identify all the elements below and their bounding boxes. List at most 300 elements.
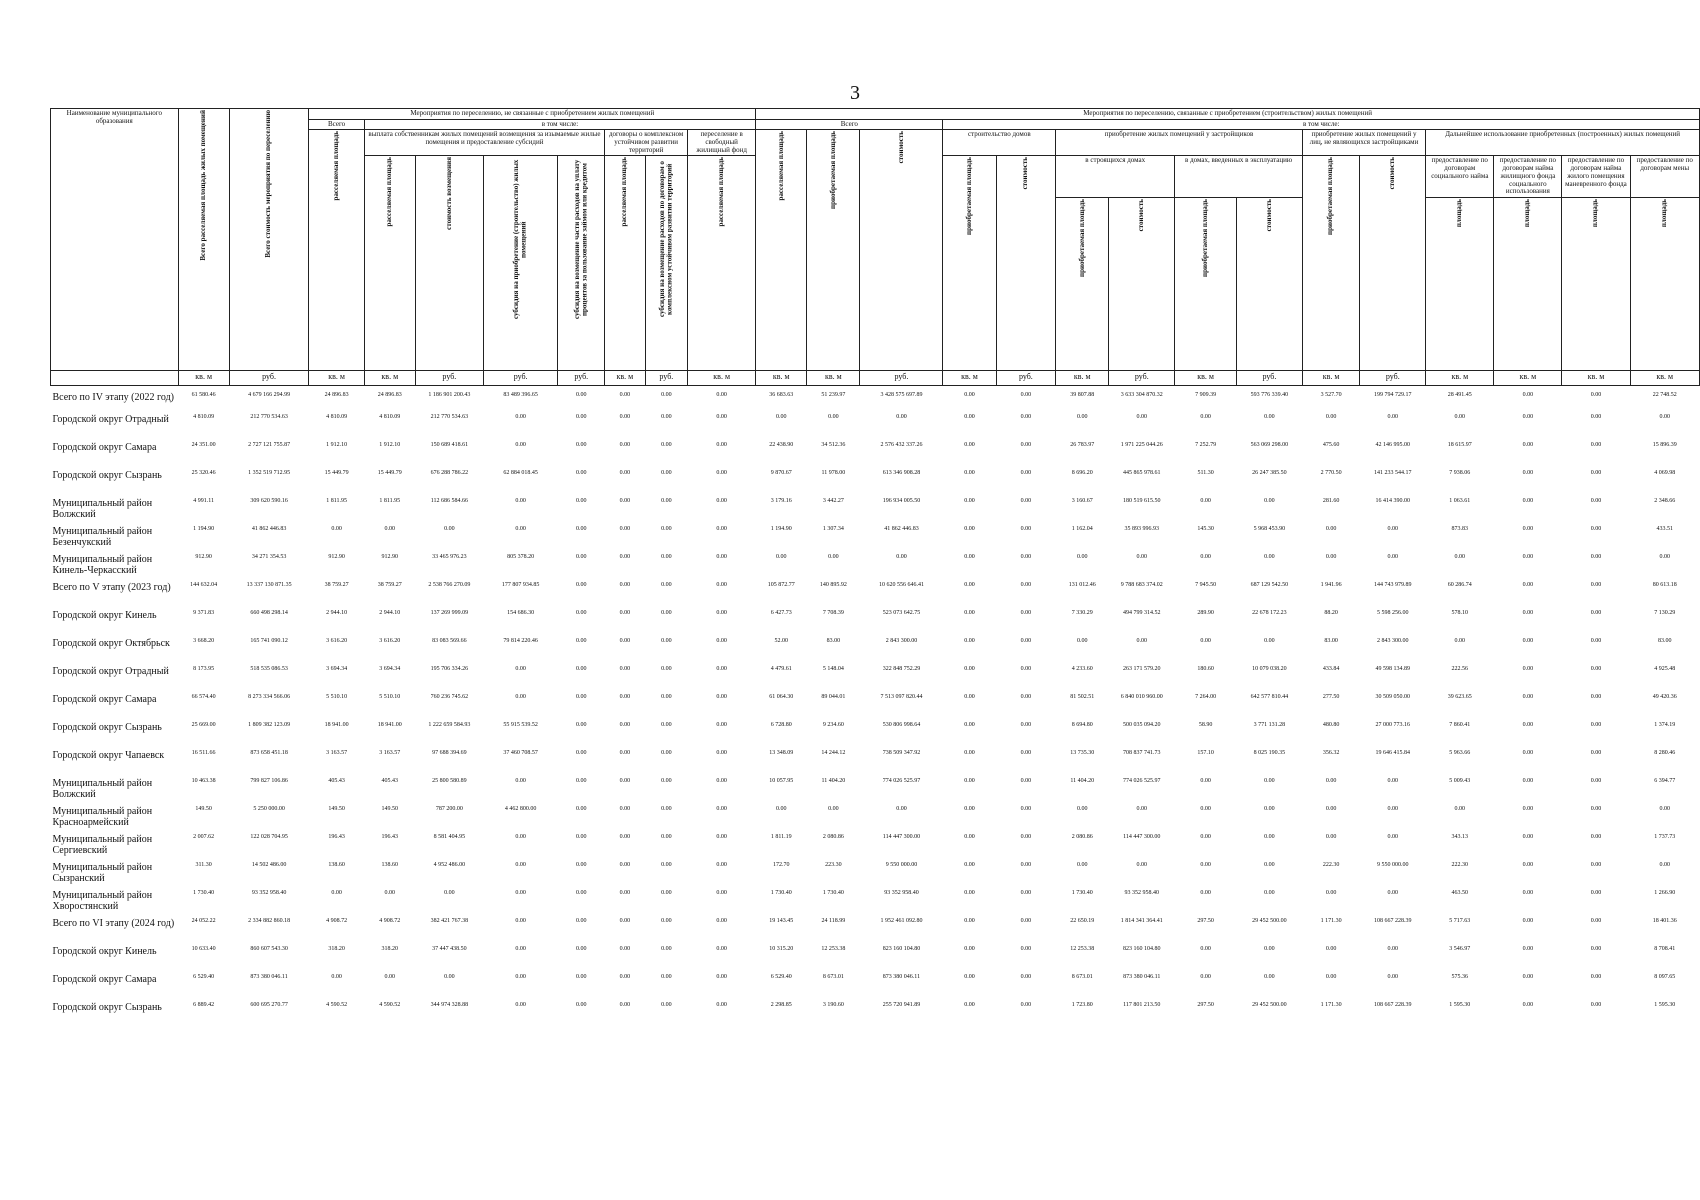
row-value: 500 035 094.20 (1123, 722, 1161, 729)
row-value: 5 510.10 (326, 694, 348, 701)
row-value: 0.00 (619, 694, 631, 701)
table-row (51, 553, 1700, 581)
row-value: 6 889.42 (193, 1002, 215, 1009)
row-value: 0.00 (1522, 470, 1534, 477)
row-value: 0.00 (1590, 834, 1602, 841)
header-col-12: приобретаемая площадь (807, 130, 860, 371)
row-value: 177 807 934.85 (501, 582, 540, 589)
row-value: 600 695 270.77 (250, 1002, 288, 1009)
row-name: Муниципальный район Сергиевский (52, 834, 153, 857)
table-row (51, 861, 1700, 889)
row-value: 660 498 298.14 (250, 610, 288, 617)
row-value: 0.00 (1659, 862, 1670, 869)
row-value: 0.00 (1590, 498, 1602, 505)
row-value: 0.00 (661, 722, 672, 729)
row-value: 0.00 (1264, 498, 1275, 505)
row-value: 0.00 (1200, 974, 1211, 981)
table-row (51, 1001, 1700, 1029)
row-value: 3 442.27 (822, 498, 844, 505)
row-value: 0.00 (964, 1002, 975, 1009)
row-value: 49 598 134.89 (1375, 666, 1411, 673)
row-value: 0.00 (1325, 414, 1337, 421)
row-value: 0.00 (1590, 918, 1602, 925)
row-value: 0.00 (515, 666, 526, 673)
row-value: 83.00 (1324, 638, 1338, 645)
row-value: 8 696.20 (1071, 470, 1093, 477)
row-value: 5 968 453.90 (1253, 526, 1286, 533)
row-value: 2 843 300.00 (1377, 638, 1409, 645)
row-value: 1 186 901 200.43 (428, 391, 471, 398)
row-value: 4 991.11 (193, 498, 215, 505)
row-value: 1 811.95 (379, 498, 401, 505)
row-value: 0.00 (331, 526, 342, 533)
header-col-5: стоимость возмещения (415, 156, 483, 370)
row-value: 0.00 (964, 666, 975, 673)
row-value: 0.00 (1020, 974, 1032, 981)
row-name: Муниципальный район Волжский (52, 778, 153, 801)
row-value: 0.00 (1522, 498, 1534, 505)
row-name: Городской округ Самара (52, 694, 157, 706)
row-name: Городской округ Сызрань (52, 1002, 162, 1014)
row-value: 97 688 394.69 (432, 750, 467, 757)
row-value: 7 330.29 (1071, 610, 1093, 617)
row-value: 2 944.10 (379, 610, 401, 617)
row-value: 24 896.83 (377, 391, 402, 398)
row-name: Городской округ Кинель (52, 610, 157, 622)
row-value: 0.00 (1590, 391, 1602, 398)
row-value: 0.00 (716, 974, 727, 981)
row-value: 1 723.80 (1071, 1002, 1093, 1009)
row-value: 6 529.40 (770, 974, 792, 981)
row-name: Городской округ Сызрань (52, 470, 162, 482)
row-value: 318.20 (381, 946, 399, 953)
row-value: 0.00 (1020, 862, 1032, 869)
row-value: 0.00 (1522, 391, 1534, 398)
row-value: 873 658 451.18 (250, 750, 288, 757)
row-value: 27 000 773.16 (1375, 722, 1411, 729)
row-value: 0.00 (515, 918, 526, 925)
row-value: 149.50 (328, 806, 345, 813)
header-dogovory: договоры о комплексном устойчивом развитии территорий (605, 130, 688, 156)
row-value: 0.00 (1454, 554, 1466, 561)
row-value: 18 615.97 (1447, 442, 1472, 449)
row-value: 3 163.57 (379, 750, 401, 757)
row-value: 0.00 (661, 554, 672, 561)
row-value: 0.00 (1590, 722, 1602, 729)
row-value: 0.00 (575, 526, 587, 533)
row-value: 873 380 046.11 (1123, 974, 1161, 981)
row-value: 0.00 (1522, 722, 1534, 729)
row-value: 0.00 (1325, 974, 1337, 981)
row-value: 0.00 (515, 498, 526, 505)
row-value: 117 801 213.50 (1123, 1002, 1161, 1009)
row-value: 6 529.40 (193, 974, 215, 981)
row-value: 3 428 575 697.89 (880, 391, 923, 398)
row-value: 0.00 (716, 806, 727, 813)
unit-cell: кв. м (756, 370, 807, 385)
row-value: 22 650.19 (1070, 918, 1095, 925)
unit-cell: кв. м (943, 370, 996, 385)
table-row (51, 945, 1700, 973)
row-name: Городской округ Самара (52, 974, 157, 986)
row-value: 0.00 (1020, 582, 1032, 589)
unit-cell: кв. м (309, 370, 364, 385)
row-value: 0.00 (1264, 414, 1275, 421)
row-value: 0.00 (1325, 554, 1337, 561)
row-value: 3 771 131.28 (1253, 722, 1286, 729)
row-value: 199 794 729.17 (1374, 391, 1412, 398)
row-value: 11 404.20 (821, 778, 846, 785)
row-value: 322 848 752.29 (882, 666, 921, 673)
row-value: 58.90 (1198, 722, 1213, 729)
row-value: 0.00 (1522, 666, 1534, 673)
row-value: 774 026 525.97 (882, 778, 921, 785)
header-col-18: приобретаемая площадь (1175, 197, 1237, 370)
row-value: 41 862 446.83 (884, 526, 919, 533)
row-value: 0.00 (661, 666, 672, 673)
row-value: 0.00 (716, 750, 727, 757)
row-value: 154 686.30 (507, 610, 535, 617)
row-value: 0.00 (896, 806, 907, 813)
row-value: 0.00 (716, 610, 727, 617)
unit-cell: кв. м (807, 370, 860, 385)
header-col-22: площадь (1426, 197, 1494, 370)
row-value: 26 783.97 (1070, 442, 1095, 449)
row-value: 0.00 (1020, 890, 1032, 897)
row-value: 0.00 (1590, 526, 1602, 533)
row-value: 36 683.63 (769, 391, 794, 398)
row-value: 0.00 (964, 890, 975, 897)
row-value: 0.00 (1590, 666, 1602, 673)
row-value: 5 148.04 (822, 666, 844, 673)
row-value: 4 462 800.00 (504, 806, 537, 813)
row-value: 0.00 (1522, 582, 1534, 589)
row-value: 9 550 000.00 (885, 862, 918, 869)
header-col-14: приобретаемая площадь (943, 156, 996, 370)
row-value: 3 633 304 870.32 (1120, 391, 1163, 398)
row-value: 2 944.10 (326, 610, 348, 617)
row-value: 83 489 396.65 (503, 391, 538, 398)
row-value: 0.00 (1590, 694, 1602, 701)
unit-cell: руб. (1236, 370, 1302, 385)
row-value: 0.00 (716, 638, 727, 645)
row-value: 0.00 (1325, 834, 1337, 841)
row-value: 0.00 (964, 750, 975, 757)
row-value: 5 717.63 (1449, 918, 1471, 925)
page-number: 3 (850, 82, 860, 104)
row-value: 0.00 (1200, 806, 1211, 813)
row-value: 0.00 (1200, 890, 1211, 897)
row-value: 0.00 (964, 610, 975, 617)
table-row (51, 637, 1700, 665)
row-value: 2 007.62 (193, 834, 215, 841)
row-value: 0.00 (1590, 582, 1602, 589)
row-value: 37 460 708.57 (503, 750, 538, 757)
row-value: 0.00 (1522, 694, 1534, 701)
header-col-19: стоимость (1236, 197, 1302, 370)
row-value: 0.00 (964, 638, 975, 645)
row-value: 165 741 090.12 (250, 638, 288, 645)
row-value: 5 598 256.00 (1377, 610, 1409, 617)
unit-cell: руб. (229, 370, 309, 385)
unit-cell: кв. м (1175, 370, 1237, 385)
row-value: 0.00 (1522, 638, 1534, 645)
row-value: 0.00 (661, 470, 672, 477)
row-name: Муниципальный район Красноармейский (52, 806, 153, 829)
row-value: 0.00 (1020, 414, 1032, 421)
row-value: 13 337 130 871.35 (246, 582, 292, 589)
row-value: 0.00 (619, 666, 631, 673)
row-value: 0.00 (575, 722, 587, 729)
row-value: 0.00 (1590, 778, 1602, 785)
row-value: 0.00 (1659, 806, 1670, 813)
row-value: 14 502 486.00 (251, 862, 287, 869)
row-value: 0.00 (716, 778, 727, 785)
row-name: Муниципальный район Волжский (52, 498, 153, 521)
row-value: 122 028 704.95 (250, 834, 288, 841)
row-value: 0.00 (776, 806, 787, 813)
header-dalneishee: Дальнейшее использование приобретенных (построенных) жилых помещений (1426, 130, 1700, 156)
row-value: 60 286.74 (1447, 582, 1472, 589)
row-value: 0.00 (619, 834, 631, 841)
row-value: 33 465 976.23 (432, 554, 467, 561)
row-value: 4 479.61 (770, 666, 792, 673)
row-value: 16 414 390.00 (1375, 498, 1411, 505)
row-value: 0.00 (828, 554, 839, 561)
row-value: 0.00 (1020, 610, 1032, 617)
row-value: 0.00 (1020, 554, 1032, 561)
row-value: 0.00 (1264, 778, 1275, 785)
row-value: 0.00 (1522, 806, 1534, 813)
row-value: 62 884 018.45 (503, 470, 538, 477)
row-value: 14 244.12 (821, 750, 846, 757)
row-value: 3 179.16 (770, 498, 792, 505)
row-value: 0.00 (1020, 722, 1032, 729)
row-value: 0.00 (964, 806, 975, 813)
row-value: 7 130.29 (1654, 610, 1676, 617)
row-value: 0.00 (575, 750, 587, 757)
row-value: 6 728.80 (770, 722, 792, 729)
row-value: 6 427.73 (770, 610, 792, 617)
header-col-25: площадь (1630, 197, 1700, 370)
row-value: 1 374.19 (1654, 722, 1676, 729)
row-value: 0.00 (964, 442, 975, 449)
header-col-8: расселяемая площадь (605, 156, 645, 370)
row-value: 15 896.39 (1652, 442, 1677, 449)
row-value: 1 912.10 (379, 442, 401, 449)
row-value: 7 708.39 (822, 610, 844, 617)
row-value: 0.00 (619, 750, 631, 757)
row-value: 93 352 958.40 (884, 890, 919, 897)
row-value: 41 862 446.83 (251, 526, 287, 533)
row-value: 81 502.51 (1070, 694, 1095, 701)
header-group-acquire: Мероприятия по переселению, связанные с приобретением (строительством) жилых помещений (756, 109, 1700, 120)
row-value: 1 162.04 (1071, 526, 1093, 533)
row-value: 114 447 300.00 (1123, 834, 1161, 841)
row-value: 24 118.99 (821, 918, 846, 925)
row-value: 289.90 (1197, 610, 1214, 617)
row-value: 22 748.52 (1652, 391, 1677, 398)
row-value: 0.00 (661, 834, 672, 841)
row-value: 9 870.67 (770, 470, 792, 477)
row-value: 0.00 (1325, 778, 1337, 785)
row-value: 4 925.48 (1654, 666, 1676, 673)
row-value: 0.00 (964, 946, 975, 953)
row-value: 7 938.06 (1449, 470, 1471, 477)
row-value: 0.00 (1136, 638, 1148, 645)
header-priobr-lic: приобретение жилых помещений у лиц, не являющихся застройщиками (1302, 130, 1425, 156)
row-value: 0.00 (384, 526, 396, 533)
row-value: 0.00 (1020, 638, 1032, 645)
row-value: 823 160 104.80 (882, 946, 921, 953)
row-value: 2 080.86 (1071, 834, 1093, 841)
row-value: 0.00 (964, 498, 975, 505)
header-pred-meny: предоставление по договорам мены (1630, 156, 1700, 197)
table-row (51, 469, 1700, 497)
row-value: 212 770 534.63 (250, 414, 288, 421)
row-value: 3 160.67 (1071, 498, 1093, 505)
row-value: 3 668.20 (193, 638, 215, 645)
row-value: 7 252.79 (1195, 442, 1217, 449)
row-value: 149.50 (195, 806, 212, 813)
row-value: 6 394.77 (1654, 778, 1676, 785)
row-value: 4 908.72 (379, 918, 401, 925)
row-value: 0.00 (1200, 946, 1211, 953)
row-value: 25 669.00 (191, 722, 216, 729)
row-value: 212 770 534.63 (430, 414, 469, 421)
row-value: 0.00 (1020, 470, 1032, 477)
row-value: 18 941.00 (377, 722, 402, 729)
row-value: 222.30 (1451, 862, 1469, 869)
row-value: 3 163.57 (326, 750, 348, 757)
row-value: 0.00 (619, 526, 631, 533)
row-value: 0.00 (515, 1002, 526, 1009)
row-value: 1 352 519 712.95 (248, 470, 291, 477)
row-value: 49 420.36 (1652, 694, 1677, 701)
row-value: 912.90 (195, 554, 212, 561)
row-value: 0.00 (1020, 442, 1032, 449)
row-value: 3 527.70 (1320, 391, 1342, 398)
row-value: 0.00 (1200, 862, 1211, 869)
row-value: 0.00 (1659, 414, 1670, 421)
row-value: 0.00 (331, 890, 342, 897)
table-row (51, 525, 1700, 553)
row-value: 61 064.30 (769, 694, 794, 701)
table-row (51, 693, 1700, 721)
row-value: 0.00 (1325, 806, 1337, 813)
row-value: 4 810.09 (193, 414, 215, 421)
row-value: 1 730.40 (822, 890, 844, 897)
header-v-tom-chisle-2: в том числе: (943, 119, 1700, 130)
row-value: 0.00 (716, 890, 727, 897)
row-value: 0.00 (575, 666, 587, 673)
row-value: 108 667 228.39 (1374, 918, 1412, 925)
unit-cell: руб. (996, 370, 1056, 385)
row-value: 5 510.10 (379, 694, 401, 701)
row-value: 0.00 (661, 526, 672, 533)
table-row (51, 497, 1700, 525)
row-value: 144 743 979.89 (1374, 582, 1412, 589)
row-value: 0.00 (661, 694, 672, 701)
row-value: 2 298.85 (770, 1002, 792, 1009)
row-value: 0.00 (1264, 890, 1275, 897)
row-value: 0.00 (619, 582, 631, 589)
row-value: 4 679 166 294.99 (248, 391, 291, 398)
row-value: 0.00 (716, 470, 727, 477)
row-value: 8 273 334 566.06 (248, 694, 291, 701)
row-value: 0.00 (1590, 806, 1602, 813)
row-value: 0.00 (716, 918, 727, 925)
row-value: 0.00 (964, 391, 975, 398)
row-value: 277.50 (1322, 694, 1340, 701)
header-col-3: расселяемая площадь (309, 130, 364, 371)
row-value: 0.00 (964, 918, 975, 925)
row-value: 0.00 (575, 862, 587, 869)
row-value: 2 727 121 755.87 (248, 442, 291, 449)
unit-cell: кв. м (1630, 370, 1700, 385)
row-value: 1 063.61 (1449, 498, 1471, 505)
row-value: 0.00 (1522, 442, 1534, 449)
row-value: 0.00 (964, 694, 975, 701)
row-value: 1 730.40 (770, 890, 792, 897)
row-value: 138.60 (328, 862, 345, 869)
row-value: 114 447 300.00 (882, 834, 921, 841)
row-value: 0.00 (1522, 526, 1534, 533)
row-value: 0.00 (1264, 554, 1275, 561)
row-value: 0.00 (1136, 806, 1148, 813)
row-value: 13 735.30 (1070, 750, 1095, 757)
row-value: 145.30 (1197, 526, 1214, 533)
row-value: 613 346 908.28 (882, 470, 921, 477)
row-value: 222.56 (1451, 666, 1469, 673)
row-value: 0.00 (1590, 638, 1602, 645)
row-value: 311.30 (195, 862, 212, 869)
row-value: 61 580.46 (191, 391, 216, 398)
row-name: Городской округ Самара (52, 442, 157, 454)
row-value: 0.00 (1264, 946, 1275, 953)
row-value: 112 686 584.66 (430, 498, 468, 505)
row-value: 0.00 (716, 554, 727, 561)
row-value: 563 069 298.00 (1250, 442, 1289, 449)
row-value: 0.00 (619, 722, 631, 729)
row-value: 0.00 (619, 862, 631, 869)
header-total-cost: Всего стоимость мероприятия по переселению (229, 109, 309, 371)
header-v-tom-chisle-1: в том числе: (364, 119, 755, 130)
row-value: 760 236 745.62 (430, 694, 469, 701)
unit-cell: кв. м (178, 370, 229, 385)
row-value: 196.43 (381, 834, 399, 841)
row-value: 66 574.40 (191, 694, 216, 701)
row-value: 105 872.77 (767, 582, 795, 589)
row-value: 7 909.39 (1195, 391, 1217, 398)
row-value: 83 083 569.66 (432, 638, 467, 645)
row-value: 0.00 (716, 862, 727, 869)
unit-cell: руб. (860, 370, 943, 385)
row-value: 0.00 (515, 414, 526, 421)
row-value: 10 079 038.20 (1252, 666, 1287, 673)
row-value: 0.00 (1264, 806, 1275, 813)
row-value: 4 233.60 (1071, 666, 1093, 673)
row-value: 0.00 (661, 862, 672, 869)
row-value: 2 576 432 337.26 (880, 442, 923, 449)
unit-cell: руб. (1360, 370, 1426, 385)
row-value: 0.00 (1522, 778, 1534, 785)
row-value: 18 401.36 (1652, 918, 1677, 925)
row-value: 0.00 (1522, 974, 1534, 981)
resettlement-table (50, 108, 1700, 1029)
row-value: 0.00 (515, 834, 526, 841)
row-value: 29 452 500.00 (1252, 918, 1287, 925)
